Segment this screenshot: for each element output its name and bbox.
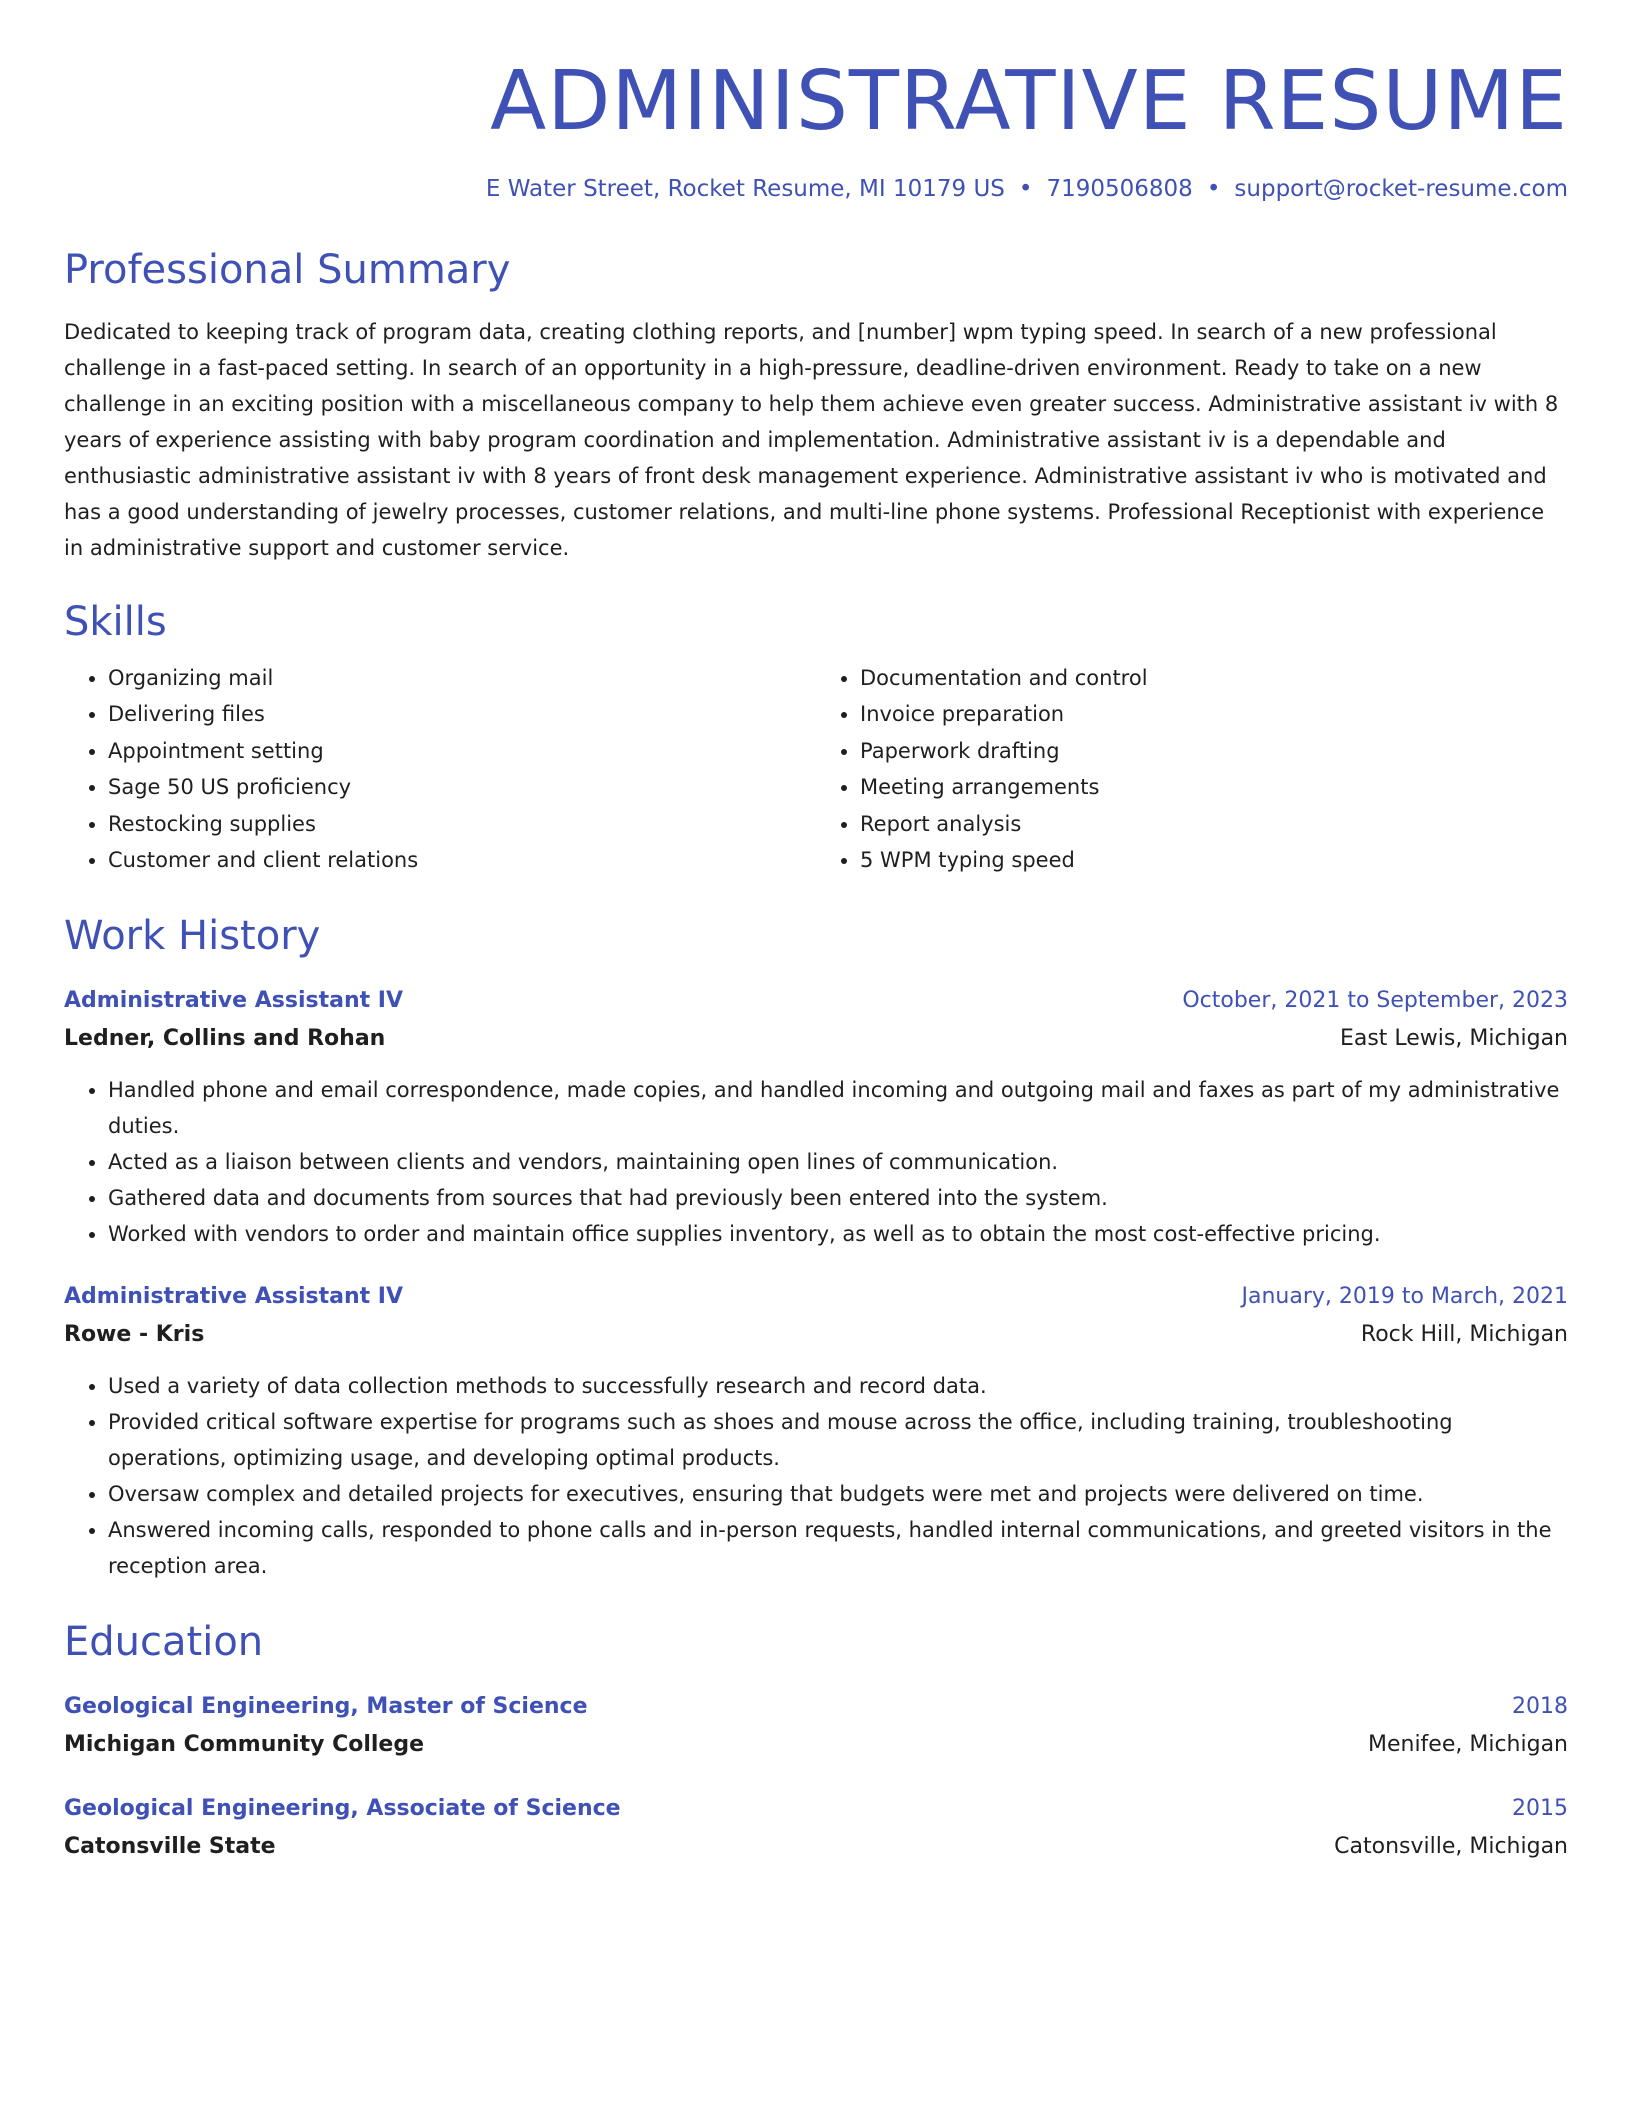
degree-row xyxy=(64,1790,1568,1828)
education-entry xyxy=(64,1688,1568,1764)
school-location: Menifee, Michigan xyxy=(1367,1732,1568,1758)
summary-heading: Professional Summary xyxy=(64,247,511,293)
skills-section xyxy=(64,596,1568,878)
contact-phone: 7190506808 xyxy=(1046,176,1193,202)
job-title-row xyxy=(64,1278,1568,1316)
job-duty: • Used a variety of data collection methods to successfully research and record data. xyxy=(108,1368,1568,1404)
job-title: Administrative Assistant IV xyxy=(64,988,403,1014)
job-location: East Lewis, Michigan xyxy=(1339,1026,1568,1052)
job-company-row xyxy=(64,1020,1568,1058)
job-duty: • Handled phone and email correspondence, made copies, and handled incoming and outgoing mail and faxes as part of my administrative duties. xyxy=(108,1072,1568,1144)
skill-item: • 5 WPM typing speed xyxy=(860,842,1568,878)
job-duty: • Worked with vendors to order and maintain office supplies inventory, as well as to obtain the most cost-effective pricing. xyxy=(108,1216,1568,1252)
skills-list-left xyxy=(64,660,816,878)
contact-address: E Water Street, Rocket Resume, MI 10179 US xyxy=(485,176,1005,202)
skill-item: • Paperwork drafting xyxy=(860,733,1568,769)
school-name: Michigan Community College xyxy=(64,1732,425,1758)
skills-grid xyxy=(64,660,1568,878)
job-duties-list xyxy=(64,1072,1568,1252)
skill-item: • Appointment setting xyxy=(108,733,816,769)
education-heading: Education xyxy=(64,1619,264,1666)
school-row xyxy=(64,1726,1568,1764)
degree-row xyxy=(64,1688,1568,1726)
education-entry xyxy=(64,1790,1568,1866)
degree-title: Geological Engineering, Associate of Science xyxy=(64,1796,621,1822)
summary-section xyxy=(64,244,1568,566)
job-entry xyxy=(64,1278,1568,1584)
job-company: Ledner, Collins and Rohan xyxy=(64,1026,386,1052)
job-duty: • Gathered data and documents from sources that had previously been entered into the system. xyxy=(108,1180,1568,1216)
graduation-year: 2015 xyxy=(1512,1796,1568,1822)
job-duties-list xyxy=(64,1368,1568,1584)
skills-list-right xyxy=(816,660,1568,878)
contact-line xyxy=(64,174,1568,204)
job-duty: • Provided critical software expertise for programs such as shoes and mouse across the office, including training, troubleshooting operations, optimizing usage, and developing optimal products. xyxy=(108,1404,1568,1476)
job-company: Rowe - Kris xyxy=(64,1322,205,1348)
work-history-heading: Work History xyxy=(64,913,321,960)
skill-item: • Organizing mail xyxy=(108,660,816,696)
skill-item: • Report analysis xyxy=(860,806,1568,842)
degree-title: Geological Engineering, Master of Science xyxy=(64,1694,588,1720)
contact-separator: • xyxy=(1206,176,1221,202)
job-company-row xyxy=(64,1316,1568,1354)
graduation-year: 2018 xyxy=(1512,1694,1568,1720)
job-title: Administrative Assistant IV xyxy=(64,1284,403,1310)
skill-item: • Meeting arrangements xyxy=(860,769,1568,805)
job-dates: October, 2021 to September, 2023 xyxy=(1182,988,1568,1014)
job-title-row xyxy=(64,982,1568,1020)
skill-item: • Invoice preparation xyxy=(860,696,1568,732)
job-location: Rock Hill, Michigan xyxy=(1360,1322,1568,1348)
contact-separator: • xyxy=(1018,176,1033,202)
school-location: Catonsville, Michigan xyxy=(1334,1834,1568,1860)
job-entry xyxy=(64,982,1568,1252)
school-name: Catonsville State xyxy=(64,1834,276,1860)
skill-item: • Documentation and control xyxy=(860,660,1568,696)
skills-heading: Skills xyxy=(64,599,167,645)
school-row xyxy=(64,1828,1568,1866)
job-duty: • Answered incoming calls, responded to phone calls and in-person requests, handled internal communications, and greeted visitors in the reception area. xyxy=(108,1512,1568,1584)
work-history-section xyxy=(64,910,1568,1584)
contact-email: support@rocket-resume.com xyxy=(1234,176,1568,202)
job-duty: • Oversaw complex and detailed projects for executives, ensuring that budgets were met and projects were delivered on time. xyxy=(108,1476,1568,1512)
job-dates: January, 2019 to March, 2021 xyxy=(1241,1284,1568,1310)
resume-header xyxy=(64,52,1568,204)
skill-item: • Restocking supplies xyxy=(108,806,816,842)
skill-item: • Delivering files xyxy=(108,696,816,732)
resume-title: ADMINISTRATIVE RESUME xyxy=(490,54,1568,149)
job-duty: • Acted as a liaison between clients and vendors, maintaining open lines of communication. xyxy=(108,1144,1568,1180)
summary-text: Dedicated to keeping track of program data, creating clothing reports, and [number] wpm typing speed. In search of a new professional challenge in a fast-paced setting. In search of an opportunity in a high-pressure, deadline-driven environment. Ready to take on a new challenge in an exciting position with a miscellaneous company to help them achieve even greater success. Administrative assistant iv with 8 years of experience assisting with baby program coordination and implementation. Administrative assistant iv is a dependable and enthusiastic administrative assistant iv with 8 years of front desk management experience. Administrative assistant iv who is motivated and has a good understanding of jewelry processes, customer relations, and multi-line phone systems. Professional Receptionist with experience in administrative support and customer service. xyxy=(64,320,1559,560)
skill-item: • Sage 50 US proficiency xyxy=(108,769,816,805)
skill-item: • Customer and client relations xyxy=(108,842,816,878)
education-section xyxy=(64,1616,1568,1866)
